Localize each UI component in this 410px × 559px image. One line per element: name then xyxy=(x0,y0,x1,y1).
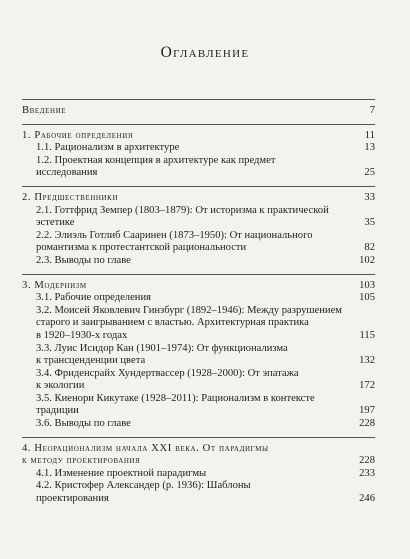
toc-entry-label: 2. Предшественники xyxy=(22,191,119,203)
toc-page-number: 228 xyxy=(359,418,375,430)
toc-page-number: 228 xyxy=(359,455,375,467)
toc-entry-label: 2.3. Выводы по главе xyxy=(36,254,131,266)
toc-section xyxy=(22,437,375,506)
toc-section xyxy=(22,124,375,186)
toc-page-number: 103 xyxy=(359,279,375,291)
toc-page-number: 197 xyxy=(359,405,375,417)
toc-entry-label: 4.2. Кристофер Александер (р. 1936): Шаблоны xyxy=(36,480,251,492)
toc-entry-label: к трансценденции цвета xyxy=(36,355,146,367)
toc-page-number: 33 xyxy=(364,191,375,203)
table-of-contents xyxy=(22,99,375,506)
toc-entry-label: эстетике xyxy=(36,217,75,229)
toc-entry-label: 1. Рабочие определения xyxy=(22,129,134,141)
toc-entry-label: 4.1. Изменение проектной парадигмы xyxy=(36,467,207,479)
toc-page-number: 7 xyxy=(369,105,375,116)
toc-page-number: 13 xyxy=(364,142,375,154)
toc-page-number: 132 xyxy=(359,355,375,367)
toc-entry[interactable] xyxy=(22,105,375,118)
toc-page-number: 102 xyxy=(359,254,375,266)
toc-entry-label: исследования xyxy=(36,167,98,179)
toc-subentry[interactable] xyxy=(22,205,375,230)
toc-subentry[interactable] xyxy=(22,142,375,155)
toc-section xyxy=(22,186,375,274)
toc-entry-label: 3.2. Моисей Яковлевич Гинзбург (1892–1946): Между разрушением xyxy=(36,304,342,316)
toc-page-number: 115 xyxy=(359,329,375,341)
toc-entry-label: проектирования xyxy=(36,493,109,505)
toc-subentry[interactable] xyxy=(22,155,375,180)
toc-chapter[interactable] xyxy=(22,280,375,293)
toc-subentry[interactable] xyxy=(22,393,375,418)
toc-chapter[interactable] xyxy=(22,130,375,143)
toc-subentry[interactable] xyxy=(22,305,375,343)
toc-entry-label: 2.2. Элиэль Готлиб Сааринен (1873–1950): От национального xyxy=(36,229,313,241)
toc-page-number: 172 xyxy=(359,380,375,392)
toc-section xyxy=(22,99,375,124)
toc-subentry[interactable] xyxy=(22,230,375,255)
toc-subentry[interactable] xyxy=(22,255,375,268)
toc-page-number: 35 xyxy=(364,217,375,229)
toc-page-number: 246 xyxy=(359,493,375,505)
toc-entry-label: 3.4. Фриденсрайх Хундертвассер (1928–2000): От эпатажа xyxy=(36,367,299,379)
toc-section xyxy=(22,274,375,437)
toc-page-number: 11 xyxy=(364,129,375,141)
toc-page-number: 82 xyxy=(364,242,375,254)
toc-page-number: 105 xyxy=(359,292,375,304)
toc-subentry[interactable] xyxy=(22,480,375,505)
toc-entry-label: 3.3. Луис Исидор Кан (1901–1974): От функционализма xyxy=(36,342,288,354)
toc-page-number: 25 xyxy=(364,167,375,179)
toc-entry-label: 3.1. Рабочие определения xyxy=(36,292,152,304)
toc-subentry[interactable] xyxy=(22,368,375,393)
toc-entry-label: к экологии xyxy=(36,380,85,392)
toc-chapter[interactable] xyxy=(22,443,375,468)
toc-entry-label: 3. Модернизм xyxy=(22,279,87,291)
toc-entry-label: романтизма к протестантской рациональности xyxy=(36,242,247,254)
toc-entry-label: к методу проектирования xyxy=(22,455,141,467)
toc-entry-label: в 1920–1930-х годах xyxy=(36,329,128,341)
toc-subentry[interactable] xyxy=(22,343,375,368)
toc-subentry[interactable] xyxy=(22,468,375,481)
toc-entry-label: традиции xyxy=(36,405,79,417)
toc-entry-label: 3.6. Выводы по главе xyxy=(36,418,131,430)
page-title: Оглавление xyxy=(160,44,250,61)
toc-entry-label: 1.1. Рационализм в архитектуре xyxy=(36,142,180,154)
toc-subentry[interactable] xyxy=(22,292,375,305)
toc-entry-label: старого и заигрыванием с властью. Архитектурная практика xyxy=(36,317,309,329)
toc-subentry[interactable] xyxy=(22,418,375,431)
toc-entry-label: 4. Неорационализм начала XXI века. От парадигмы xyxy=(22,442,269,454)
toc-entry-label: 2.1. Готтфрид Земпер (1803–1879): От историзма к практической xyxy=(36,204,329,216)
toc-page-number: 233 xyxy=(359,467,375,479)
toc-chapter[interactable] xyxy=(22,192,375,205)
toc-entry-label: 3.5. Киенори Кикутаке (1928–2011): Рационализм в контексте xyxy=(36,392,315,404)
toc-entry-label: Введение xyxy=(22,105,67,116)
toc-entry-label: 1.2. Проектная концепция в архитектуре как предмет xyxy=(36,154,276,166)
